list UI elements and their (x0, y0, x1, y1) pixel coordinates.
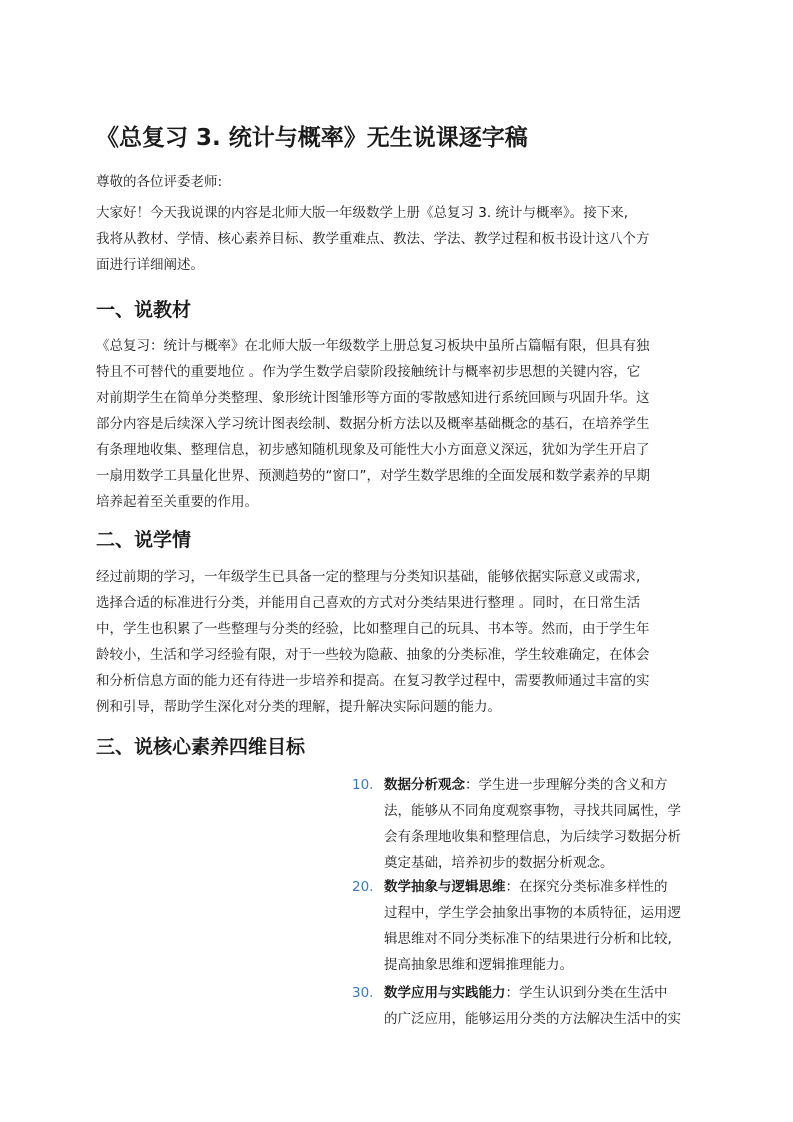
list-number: 20. (352, 879, 374, 895)
goal-line: 会有条理地收集和整理信息，为后续学习数据分析 (384, 829, 681, 845)
goal-line: 辑思维对不同分类标准下的结果进行分析和比较, (384, 931, 672, 947)
goal-text: ：学生认识到分类在生活中 (505, 985, 668, 1001)
intro-line: 我将从教材、学情、核心素养目标、教学重难点、教法、学法、教学过程和板书设计这八个方 (96, 231, 650, 247)
goal-line: 奠定基础，培养初步的数据分析观念。 (384, 855, 614, 871)
paragraph-line: 龄较小，生活和学习经验有限，对于一些较为隐蔽、抽象的分类标准，学生较难确定，在体会 (96, 647, 650, 663)
paragraph-line: 选择合适的标准进行分类，并能用自己喜欢的方式对分类结果进行整理 。同时，在日常生活 (96, 595, 641, 611)
salutation: 尊敬的各位评委老师: (96, 174, 223, 190)
paragraph-line: 有条理地收集、整理信息，初步感知随机现象及可能性大小方面意义深远，犹如为学生开启了 (96, 442, 650, 458)
paragraph-line: 和分析信息方面的能力还有待进一步培养和提高。在复习教学过程中，需要教师通过丰富的实 (96, 673, 650, 689)
goal-term: 数学应用与实践能力 (384, 985, 506, 1001)
goal-first-line (384, 772, 714, 798)
intro-paragraph (96, 200, 716, 278)
paragraph-line: 经过前期的学习，一年级学生已具备一定的整理与分类知识基础，能够依据实际意义或需求, (96, 569, 641, 585)
textbook-paragraph (96, 333, 716, 515)
paragraph-line: 中，学生也积累了一些整理与分类的经验，比如整理自己的玩具、书本等。然而，由于学生年 (96, 621, 650, 637)
paragraph-line: 例和引导，帮助学生深化对分类的理解，提升解决实际问题的能力。 (96, 699, 501, 715)
intro-line: 面进行详细阐述。 (96, 257, 204, 273)
goal-text: ：学生进一步理解分类的含义和方 (465, 777, 668, 793)
paragraph-line: 对前期学生在简单分类整理、象形统计图雏形等方面的零散感知进行系统回顾与巩固升华。这 (96, 390, 650, 406)
goal-term: 数据分析观念 (384, 777, 465, 793)
paragraph-line: 《总复习：统计与概率》在北师大版一年级数学上册总复习板块中虽所占篇幅有限，但具有独 (96, 338, 650, 354)
goal-first-line (384, 980, 714, 1006)
goal-first-line (384, 874, 714, 900)
goal-text: ：在探究分类标准多样性的 (505, 879, 668, 895)
students-paragraph (96, 564, 716, 720)
paragraph-line: 特且不可替代的重要地位 。作为学生数学启蒙阶段接触统计与概率初步思想的关键内容，它 (96, 364, 641, 380)
list-number: 10. (352, 777, 374, 793)
goal-term: 数学抽象与逻辑思维 (384, 879, 506, 895)
paragraph-line: 培养起着至关重要的作用。 (96, 494, 258, 510)
intro-line: 大家好！今天我说课的内容是北师大版一年级数学上册《总复习 3. 统计与概率》。接下来, (96, 205, 629, 221)
section-heading-goals: 三、说核心素养四维目标 (96, 736, 306, 758)
goal-line: 过程中，学生学会抽象出事物的本质特征，运用逻 (384, 905, 681, 921)
list-number: 30. (352, 985, 374, 1001)
document-title: 《总复习 3. 统计与概率》无生说课逐字稿 (96, 125, 528, 151)
section-heading-textbook: 一、说教材 (96, 299, 192, 321)
paragraph-line: 一扇用数学工具量化世界、预测趋势的“窗口”，对学生数学思维的全面发展和数学素养的早期 (96, 468, 650, 484)
goal-line: 法，能够从不同角度观察事物，寻找共同属性，学 (384, 803, 681, 819)
paragraph-line: 部分内容是后续深入学习统计图表绘制、数据分析方法以及概率基础概念的基石，在培养学生 (96, 416, 650, 432)
section-heading-students: 二、说学情 (96, 529, 192, 551)
goal-line: 提高抽象思维和逻辑推理能力。 (384, 957, 573, 973)
goal-line: 的广泛应用，能够运用分类的方法解决生活中的实 (384, 1011, 681, 1027)
